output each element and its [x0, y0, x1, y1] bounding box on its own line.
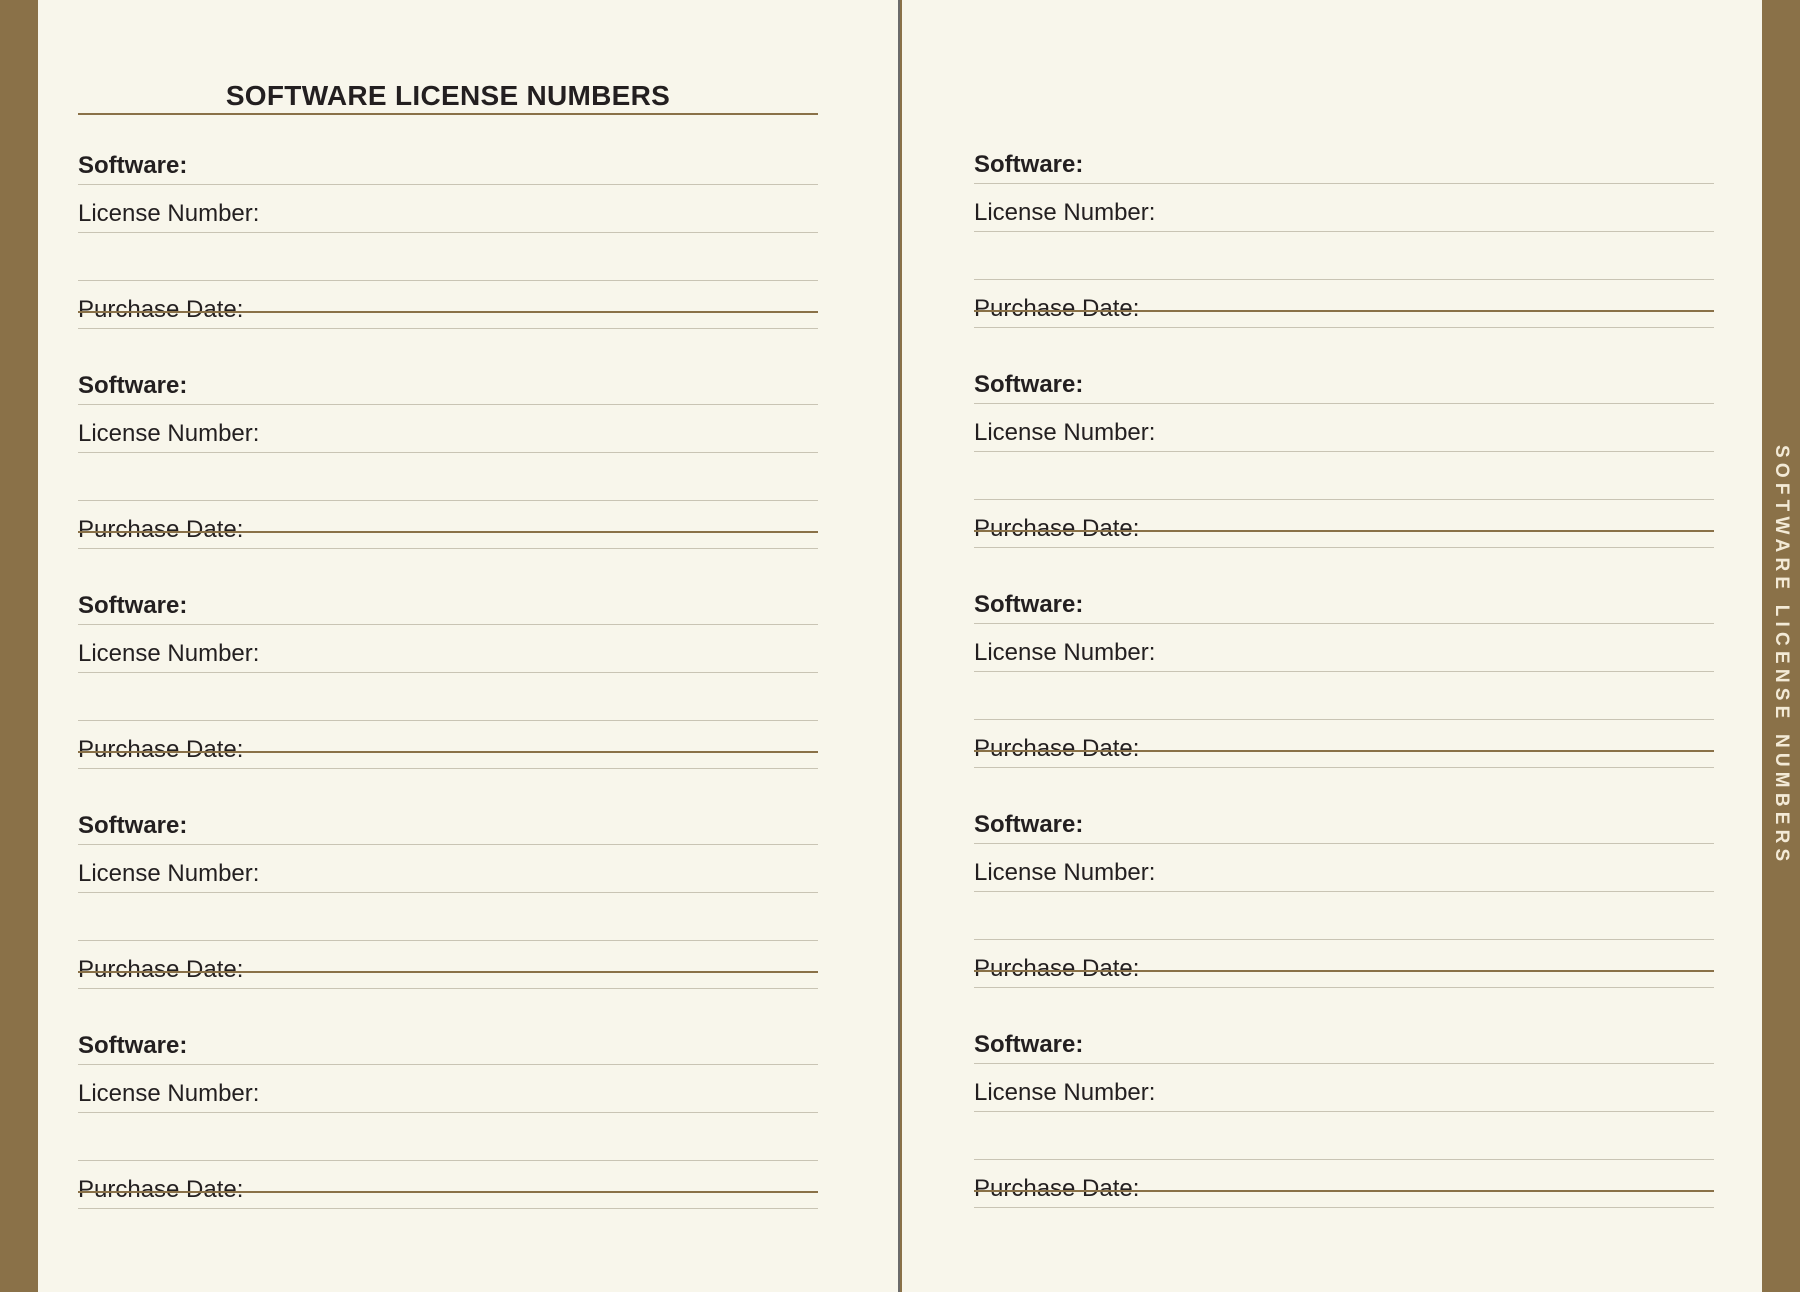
- software-label: Software:: [974, 371, 1084, 398]
- license-entry: [78, 136, 818, 356]
- license-number-continued-field[interactable]: [78, 892, 818, 941]
- license-number-field[interactable]: [78, 404, 818, 453]
- license-number-field[interactable]: [974, 183, 1714, 232]
- software-label: Software:: [974, 151, 1084, 178]
- left-page: [38, 0, 900, 1292]
- license-number-field[interactable]: [974, 403, 1714, 452]
- software-label: Software:: [974, 1031, 1084, 1058]
- license-number-field[interactable]: [974, 623, 1714, 672]
- purchase-date-field[interactable]: [974, 1159, 1714, 1208]
- entry-divider: [78, 1191, 818, 1193]
- license-number-continued-field[interactable]: [78, 452, 818, 501]
- purchase-date-field[interactable]: [78, 720, 818, 769]
- license-number-label: License Number:: [78, 640, 260, 667]
- software-field[interactable]: [974, 1015, 1714, 1064]
- purchase-date-label: Purchase Date:: [78, 956, 244, 983]
- purchase-date-field[interactable]: [78, 500, 818, 549]
- entry-divider: [78, 311, 818, 313]
- entry-divider: [78, 971, 818, 973]
- license-entry: [78, 576, 818, 796]
- software-field[interactable]: [974, 795, 1714, 844]
- license-number-label: License Number:: [78, 200, 260, 227]
- software-label: Software:: [78, 152, 188, 179]
- license-entry: [974, 355, 1714, 575]
- license-number-continued-field[interactable]: [974, 451, 1714, 500]
- software-label: Software:: [78, 812, 188, 839]
- software-field[interactable]: [78, 356, 818, 405]
- license-number-label: License Number:: [78, 1080, 260, 1107]
- software-label: Software:: [78, 1032, 188, 1059]
- software-field[interactable]: [78, 136, 818, 185]
- purchase-date-label: Purchase Date:: [974, 955, 1140, 982]
- license-number-continued-field[interactable]: [78, 232, 818, 281]
- license-number-label: License Number:: [974, 199, 1156, 226]
- software-field[interactable]: [78, 576, 818, 625]
- software-field[interactable]: [78, 796, 818, 845]
- license-number-field[interactable]: [974, 1063, 1714, 1112]
- entry-divider: [974, 530, 1714, 532]
- license-number-continued-field[interactable]: [974, 1111, 1714, 1160]
- license-number-continued-field[interactable]: [78, 1112, 818, 1161]
- purchase-date-field[interactable]: [974, 719, 1714, 768]
- license-number-field[interactable]: [78, 624, 818, 673]
- license-entry: [974, 575, 1714, 795]
- software-label: Software:: [974, 811, 1084, 838]
- license-number-continued-field[interactable]: [974, 671, 1714, 720]
- page-title: SOFTWARE LICENSE NUMBERS: [225, 80, 671, 111]
- entry-divider: [78, 531, 818, 533]
- entry-divider: [974, 310, 1714, 312]
- purchase-date-field[interactable]: [974, 939, 1714, 988]
- license-entry: [78, 356, 818, 576]
- purchase-date-label: Purchase Date:: [78, 1176, 244, 1203]
- entry-divider: [974, 970, 1714, 972]
- license-number-label: License Number:: [974, 639, 1156, 666]
- entry-divider: [974, 1190, 1714, 1192]
- right-page: [902, 0, 1762, 1292]
- license-number-continued-field[interactable]: [78, 672, 818, 721]
- software-field[interactable]: [974, 135, 1714, 184]
- entry-divider: [974, 750, 1714, 752]
- purchase-date-field[interactable]: [78, 280, 818, 329]
- purchase-date-label: Purchase Date:: [974, 295, 1140, 322]
- license-entry: [974, 135, 1714, 355]
- entry-divider: [78, 751, 818, 753]
- software-field[interactable]: [78, 1016, 818, 1065]
- software-field[interactable]: [974, 355, 1714, 404]
- license-number-field[interactable]: [78, 844, 818, 893]
- purchase-date-label: Purchase Date:: [974, 515, 1140, 542]
- title-underline: [78, 113, 818, 115]
- license-number-continued-field[interactable]: [974, 891, 1714, 940]
- license-entry: [974, 795, 1714, 1015]
- purchase-date-field[interactable]: [974, 499, 1714, 548]
- license-number-field[interactable]: [974, 843, 1714, 892]
- license-entry: [78, 796, 818, 1016]
- purchase-date-label: Purchase Date:: [78, 516, 244, 543]
- purchase-date-label: Purchase Date:: [78, 296, 244, 323]
- software-label: Software:: [974, 591, 1084, 618]
- purchase-date-label: Purchase Date:: [974, 1175, 1140, 1202]
- license-number-label: License Number:: [974, 419, 1156, 446]
- purchase-date-field[interactable]: [974, 279, 1714, 328]
- software-field[interactable]: [974, 575, 1714, 624]
- license-number-continued-field[interactable]: [974, 231, 1714, 280]
- purchase-date-label: Purchase Date:: [974, 735, 1140, 762]
- purchase-date-field[interactable]: [78, 940, 818, 989]
- section-tab-label: SOFTWARE LICENSE NUMBERS: [1771, 445, 1792, 867]
- license-number-label: License Number:: [78, 860, 260, 887]
- software-label: Software:: [78, 372, 188, 399]
- page-title-wrap: [78, 80, 818, 112]
- purchase-date-field[interactable]: [78, 1160, 818, 1209]
- license-entry: [78, 1016, 818, 1236]
- software-label: Software:: [78, 592, 188, 619]
- license-number-field[interactable]: [78, 1064, 818, 1113]
- purchase-date-label: Purchase Date:: [78, 736, 244, 763]
- license-number-label: License Number:: [974, 859, 1156, 886]
- license-number-label: License Number:: [78, 420, 260, 447]
- license-entry: [974, 1015, 1714, 1235]
- license-number-label: License Number:: [974, 1079, 1156, 1106]
- license-number-field[interactable]: [78, 184, 818, 233]
